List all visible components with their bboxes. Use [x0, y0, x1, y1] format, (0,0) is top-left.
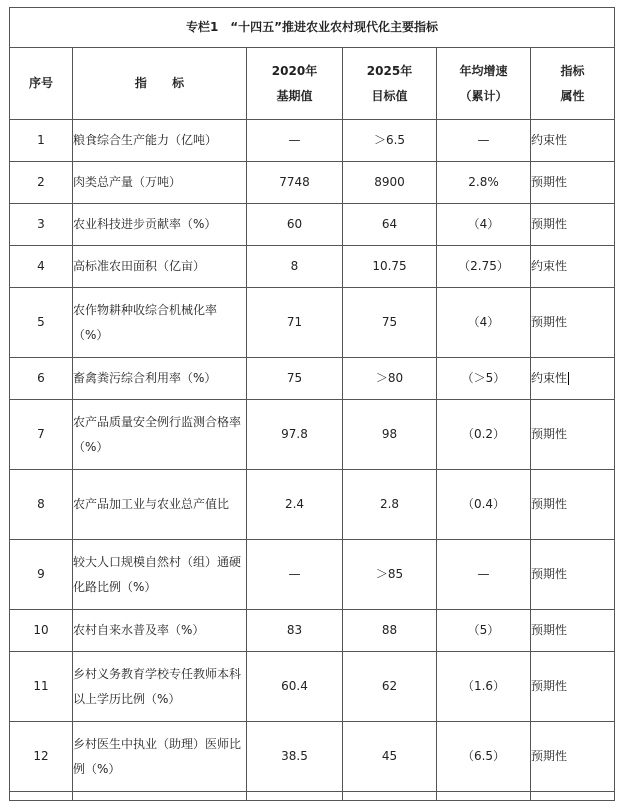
- header-growth: 年均增速 （累计）: [437, 48, 531, 120]
- target-value: 88: [343, 610, 437, 652]
- indicator-name: 农业科技进步贡献率（%）: [73, 204, 247, 246]
- indicator-attribute: 约束性: [531, 120, 615, 162]
- base-value: 2.4: [247, 470, 343, 540]
- target-value: ＞85: [343, 540, 437, 610]
- base-value: 60.4: [247, 652, 343, 722]
- header-indicator: 指 标: [73, 48, 247, 120]
- growth-value: —: [437, 540, 531, 610]
- table-row: [10, 120, 615, 162]
- indicator-name: 肉类总产量（万吨）: [73, 162, 247, 204]
- indicator-attribute: 约束性: [531, 246, 615, 288]
- growth-value: （0.2）: [437, 400, 531, 470]
- row-index: 7: [10, 400, 73, 470]
- row-index: 10: [10, 610, 73, 652]
- table-row: [10, 288, 615, 358]
- growth-value: （6.5）: [437, 722, 531, 792]
- target-value: 98: [343, 400, 437, 470]
- target-value: 75: [343, 288, 437, 358]
- row-index: 3: [10, 204, 73, 246]
- table-title: 专栏1 “十四五”推进农业农村现代化主要指标: [10, 8, 615, 48]
- header-index: 序号: [10, 48, 73, 120]
- row-index: 8: [10, 470, 73, 540]
- table-title-row: [10, 8, 615, 48]
- indicator-attribute: 预期性: [531, 652, 615, 722]
- table-continuation: [10, 792, 615, 801]
- indicator-name: 农产品加工业与农业总产值比: [73, 470, 247, 540]
- row-index: 5: [10, 288, 73, 358]
- header-target: 2025年 目标值: [343, 48, 437, 120]
- table-row: [10, 162, 615, 204]
- base-value: 60: [247, 204, 343, 246]
- row-index: 12: [10, 722, 73, 792]
- header-base: 2020年 基期值: [247, 48, 343, 120]
- row-index: 4: [10, 246, 73, 288]
- header-row: [10, 48, 615, 120]
- indicator-attribute: 预期性: [531, 204, 615, 246]
- row-index: 9: [10, 540, 73, 610]
- indicator-name: 乡村义务教育学校专任教师本科以上学历比例（%）: [73, 652, 247, 722]
- target-value: 2.8: [343, 470, 437, 540]
- growth-value: （＞5）: [437, 358, 531, 400]
- table-row: [10, 652, 615, 722]
- indicator-attribute: 预期性: [531, 722, 615, 792]
- indicator-attribute: 预期性: [531, 470, 615, 540]
- growth-value: （2.75）: [437, 246, 531, 288]
- base-value: 71: [247, 288, 343, 358]
- growth-value: （1.6）: [437, 652, 531, 722]
- base-value: 8: [247, 246, 343, 288]
- growth-value: （5）: [437, 610, 531, 652]
- target-value: 10.75: [343, 246, 437, 288]
- indicator-name: 农产品质量安全例行监测合格率（%）: [73, 400, 247, 470]
- indicators-table: [9, 7, 615, 801]
- indicator-name: 乡村医生中执业（助理）医师比例（%）: [73, 722, 247, 792]
- base-value: —: [247, 120, 343, 162]
- growth-value: （0.4）: [437, 470, 531, 540]
- base-value: —: [247, 540, 343, 610]
- indicator-name: 较大人口规模自然村（组）通硬化路比例（%）: [73, 540, 247, 610]
- indicator-attribute: 预期性: [531, 162, 615, 204]
- target-value: 64: [343, 204, 437, 246]
- indicator-attribute: 预期性: [531, 540, 615, 610]
- target-value: ＞6.5: [343, 120, 437, 162]
- row-index: 2: [10, 162, 73, 204]
- header-attribute: 指标 属性: [531, 48, 615, 120]
- table-row: [10, 400, 615, 470]
- growth-value: （4）: [437, 204, 531, 246]
- table-row: [10, 470, 615, 540]
- base-value: 97.8: [247, 400, 343, 470]
- growth-value: （4）: [437, 288, 531, 358]
- indicator-name: 粮食综合生产能力（亿吨）: [73, 120, 247, 162]
- text-cursor: [568, 372, 569, 385]
- target-value: 62: [343, 652, 437, 722]
- growth-value: 2.8%: [437, 162, 531, 204]
- indicator-attribute: 预期性: [531, 400, 615, 470]
- row-index: 6: [10, 358, 73, 400]
- indicator-attribute: 预期性: [531, 610, 615, 652]
- indicator-attribute: 约束性: [531, 358, 615, 400]
- target-value: 45: [343, 722, 437, 792]
- table-row: [10, 246, 615, 288]
- indicator-attribute: 预期性: [531, 288, 615, 358]
- target-value: ＞80: [343, 358, 437, 400]
- base-value: 83: [247, 610, 343, 652]
- row-index: 1: [10, 120, 73, 162]
- table-row: [10, 204, 615, 246]
- base-value: 7748: [247, 162, 343, 204]
- base-value: 75: [247, 358, 343, 400]
- indicator-name: 畜禽粪污综合利用率（%）: [73, 358, 247, 400]
- row-index: 11: [10, 652, 73, 722]
- target-value: 8900: [343, 162, 437, 204]
- table-row: [10, 540, 615, 610]
- indicator-name: 农作物耕种收综合机械化率（%）: [73, 288, 247, 358]
- table-row: [10, 358, 615, 400]
- indicator-name: 农村自来水普及率（%）: [73, 610, 247, 652]
- table-row: [10, 722, 615, 792]
- growth-value: —: [437, 120, 531, 162]
- base-value: 38.5: [247, 722, 343, 792]
- indicator-name: 高标准农田面积（亿亩）: [73, 246, 247, 288]
- table-row: [10, 610, 615, 652]
